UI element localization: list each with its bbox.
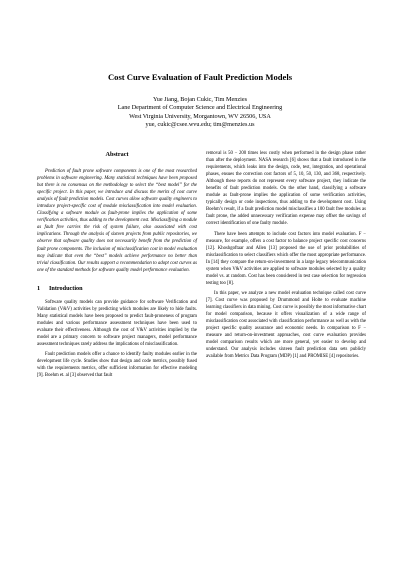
paper-title: Cost Curve Evaluation of Fault Prediction Models [107, 72, 293, 82]
right-paragraph-3: In this paper, we analyze a new model evaluation technique called cost curve [7]. Cost curve was proposed by Drummond and Holte to evaluate machine learning classifiers in data mining. Cost curve is possibly the most informative chart for model comparison, because it offers visualization of a wide range of misclassification cost associated with classification performance as well as with the project specific quality assurance and economic needs. In comparison to F − measure and return-on-investment approaches, cost curve evaluation provides model comparison results which are more general, yet easier to develop and understand. Our analysis includes sixteen fault prediction data sets publicly available from Metrics Data Program (MDP) [1] and PROMISE [4] repositories. [206, 290, 367, 360]
section-number: 1 [37, 284, 41, 292]
right-column [206, 150, 366, 363]
section-title: Introduction [49, 284, 83, 292]
author-emails: yue, cukic@csee.wvu.edu; tim@menzies.us [145, 120, 255, 128]
author-names: Yue Jiang, Bojan Cukic, Tim Menzies [152, 96, 247, 103]
right-paragraph-1: removal is 50 − 200 times less costly when performed in the design phase rather than after the deployment. NASA research [6] shows that a fault introduced in the requirements, which leaks into the design, code, test, integration, and operational phases, ensues the correction cost factors of 5, 10, 50, 130, and 368, respectively. Although these reports do not represent every software project, they indicate the benefits of fault prediction models. On the other hand, classifying a software module as fault-prone implies the application of some verification activities, typically design or code inspections, thus adding to the development cost. Using Boehm’s result, if a fault prediction model misclassifies a 100 fault free modules as fault prone, the added unnecessary verification expense may offset the savings of correct identification of one faulty module. [206, 151, 366, 227]
abstract-heading: Abstract [105, 151, 129, 158]
author-block [0, 96, 400, 129]
abstract-text: Prediction of fault prone software components is one of the most researched problems in software engineering. Many statistical techniques have been proposed but there is no consensus on the methodology to select the “best model” for the specific project. In this paper, we introduce and discuss the merits of cost curve analysis of fault prediction models. Cost curves allow software quality engineers to introduce project-specific cost of module misclassification into model evaluation. Classifying a software module as fault-prone implies the application of some verification activities, thus adding to the development cost. Misclassifying a module as fault free carries the risk of system failure, also associated with cost implications. Through the analysis of sixteen projects from public repositories, we observe that software quality does not necessarily benefit from the prediction of fault prone components. The inclusion of misclassification cost in model evaluation may indicate that even the “best” models achieve performance no better than trivial classification. Our results support a recommendation to adopt cost curves as one of the standard methods for software quality model performance evaluation. [37, 169, 197, 273]
author-affiliation: Lane Department of Computer Science and Electrical Engineering [117, 104, 283, 112]
section-heading-introduction [37, 285, 197, 293]
intro-paragraph-2: Fault prediction models offer a chance to identify faulty modules earlier in the development life cycle. Studies show that design and code metrics, possibly fused with the requirements metrics, offer sufficient information for effective modeling [9]. Boehm et. al [3] observed that fault [37, 352, 197, 379]
author-institution: West Virginia University, Morgantown, WV 26506, USA [129, 112, 271, 120]
left-column [37, 151, 197, 382]
right-paragraph-2: There have been attempts to include cost factors into model evaluation. F − measure, for example, offers a cost factor to balance project specific cost concerns [12]. Khoshgoftaar and Allen [13] proposed the use of prior probabilities of misclassification to select classifiers which offer the most appropriate performance. In [14] they compare the return-on-investment in a large legacy telecommunication system when V&V activities are applied to software modules selected by a quality model vs. at random. Cost has been considered in test case selection for regression testing too [8]. [206, 231, 366, 286]
intro-paragraph-1: Software quality models can provide guidance for software Verification and Validation (V&V) activities by predicting which modules are likely to hide faults. Many statistical models have been proposed to predict fault-proneness of program modules and various performance assessment techniques have been used to evaluate their effectiveness. Although the cost of V&V activities implied by the model are a primary concern to software project managers, model performance assessment techniques rarely address the implications of misclassification. [37, 299, 197, 347]
